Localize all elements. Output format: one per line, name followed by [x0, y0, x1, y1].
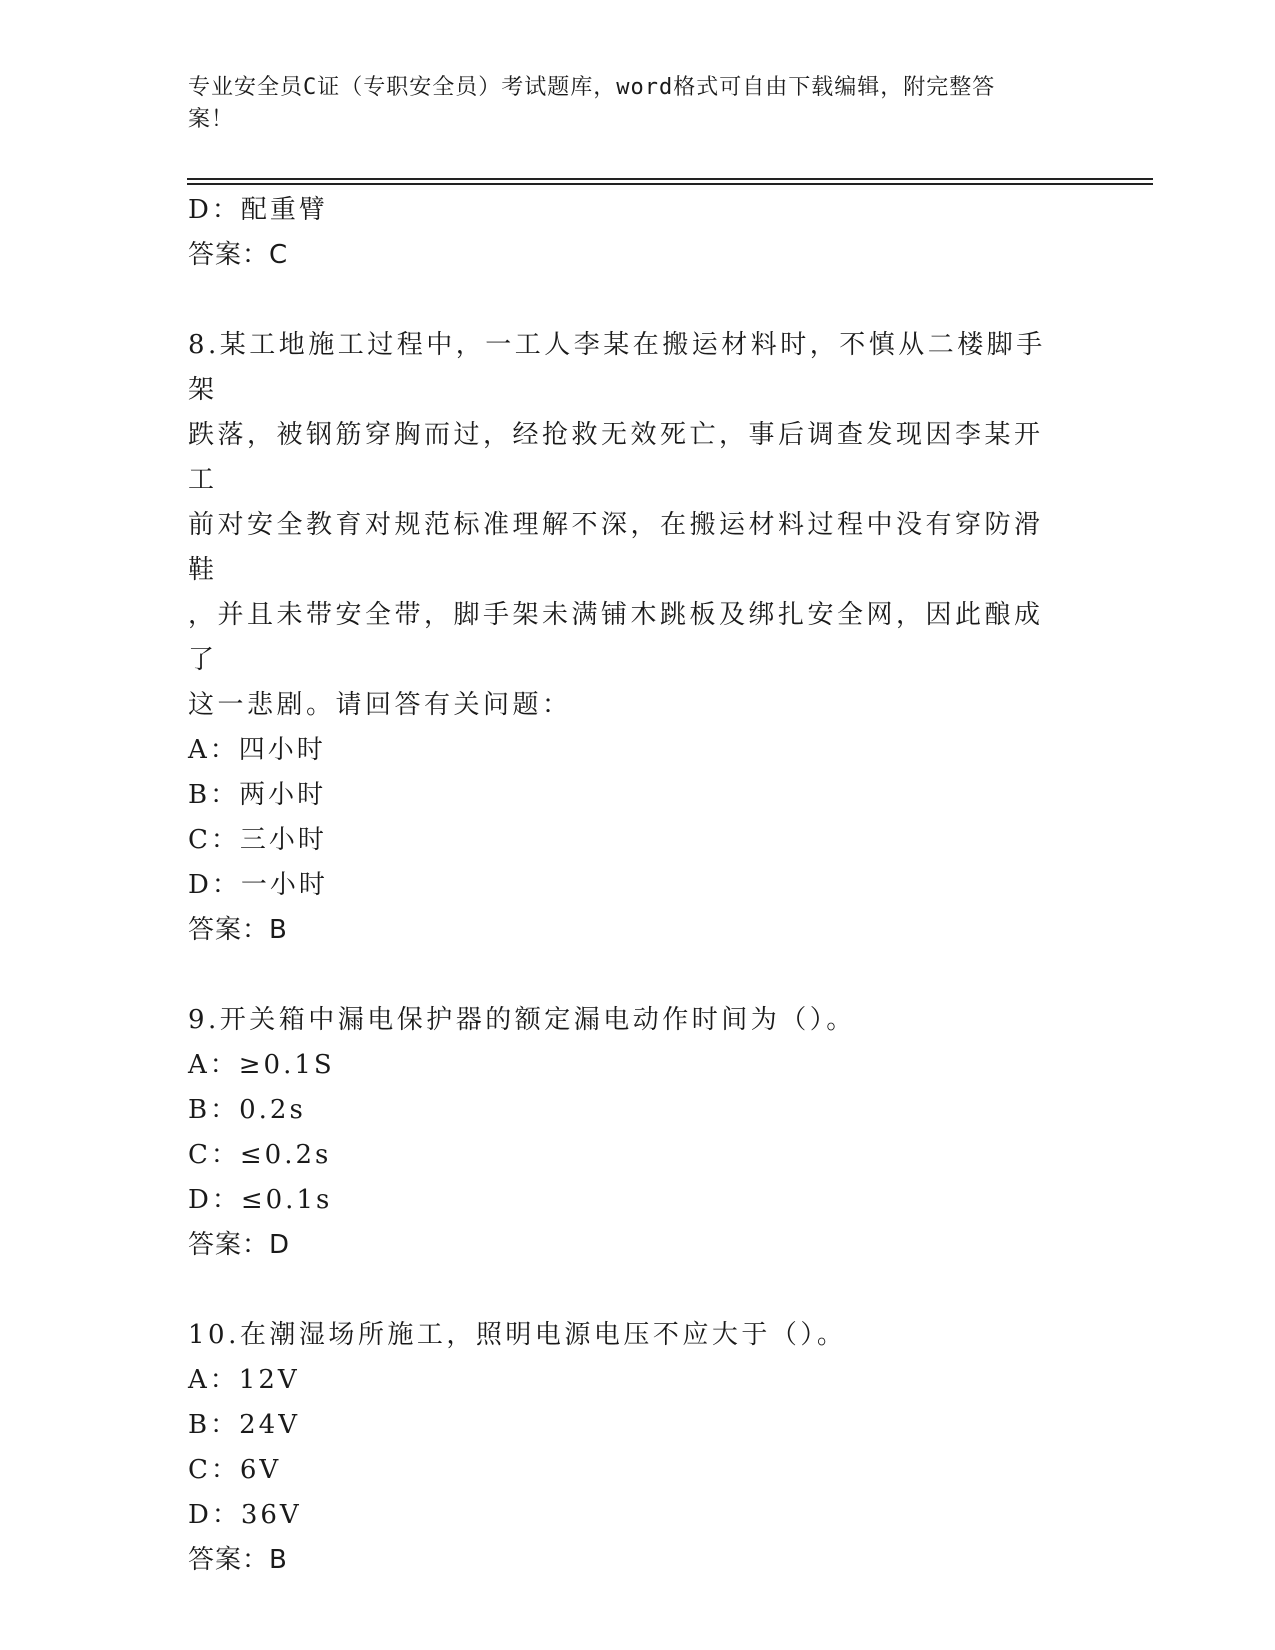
answer: 答案：C: [188, 240, 289, 270]
option-a: A：12V: [188, 1365, 300, 1395]
header-line-2: 案！: [188, 107, 235, 132]
option-b: B：两小时: [188, 780, 327, 810]
header-line-1: 专业安全员C证（专职安全员）考试题库，word格式可自由下载编辑，附完整答: [188, 75, 996, 100]
question-9: [188, 998, 1068, 1268]
option-a: A：四小时: [188, 735, 326, 765]
question-10: [188, 1313, 1068, 1583]
previous-question-tail: [188, 188, 1068, 278]
answer: 答案：B: [188, 915, 288, 945]
document-header: [188, 72, 1068, 136]
option-d: D：配重臂: [188, 195, 328, 225]
option-c: C：三小时: [188, 825, 327, 855]
question-stem-line: 10.在潮湿场所施工，照明电源电压不应大于（）。: [188, 1320, 847, 1350]
option-b: B：24V: [188, 1410, 300, 1440]
question-8: [188, 323, 1068, 953]
option-d: D：36V: [188, 1500, 302, 1530]
option-d: D：一小时: [188, 870, 328, 900]
header-rule-bottom: [187, 183, 1153, 185]
option-c: C：6V: [188, 1455, 282, 1485]
question-stem-line: 9.开关箱中漏电保护器的额定漏电动作时间为（）。: [188, 1005, 856, 1035]
question-stem-line: 前对安全教育对规范标准理解不深，在搬运材料过程中没有穿防滑鞋: [188, 510, 1044, 585]
question-stem-line: 8.某工地施工过程中，一工人李某在搬运材料时，不慎从二楼脚手架: [188, 330, 1046, 405]
header-rule-top: [187, 178, 1153, 180]
question-stem-line: 这一悲剧。请回答有关问题：: [188, 690, 572, 720]
option-b: B：0.2s: [188, 1095, 306, 1125]
answer: 答案：D: [188, 1230, 291, 1260]
question-list: [188, 188, 1068, 1583]
option-c: C：≤0.2s: [188, 1140, 332, 1170]
question-stem-line: ，并且未带安全带，脚手架未满铺木跳板及绑扎安全网，因此酿成了: [188, 600, 1044, 675]
option-d: D：≤0.1s: [188, 1185, 333, 1215]
question-stem-line: 跌落，被钢筋穿胸而过，经抢救无效死亡，事后调查发现因李某开工: [188, 420, 1044, 495]
answer: 答案：B: [188, 1545, 288, 1575]
option-a: A：≥0.1S: [188, 1050, 335, 1080]
